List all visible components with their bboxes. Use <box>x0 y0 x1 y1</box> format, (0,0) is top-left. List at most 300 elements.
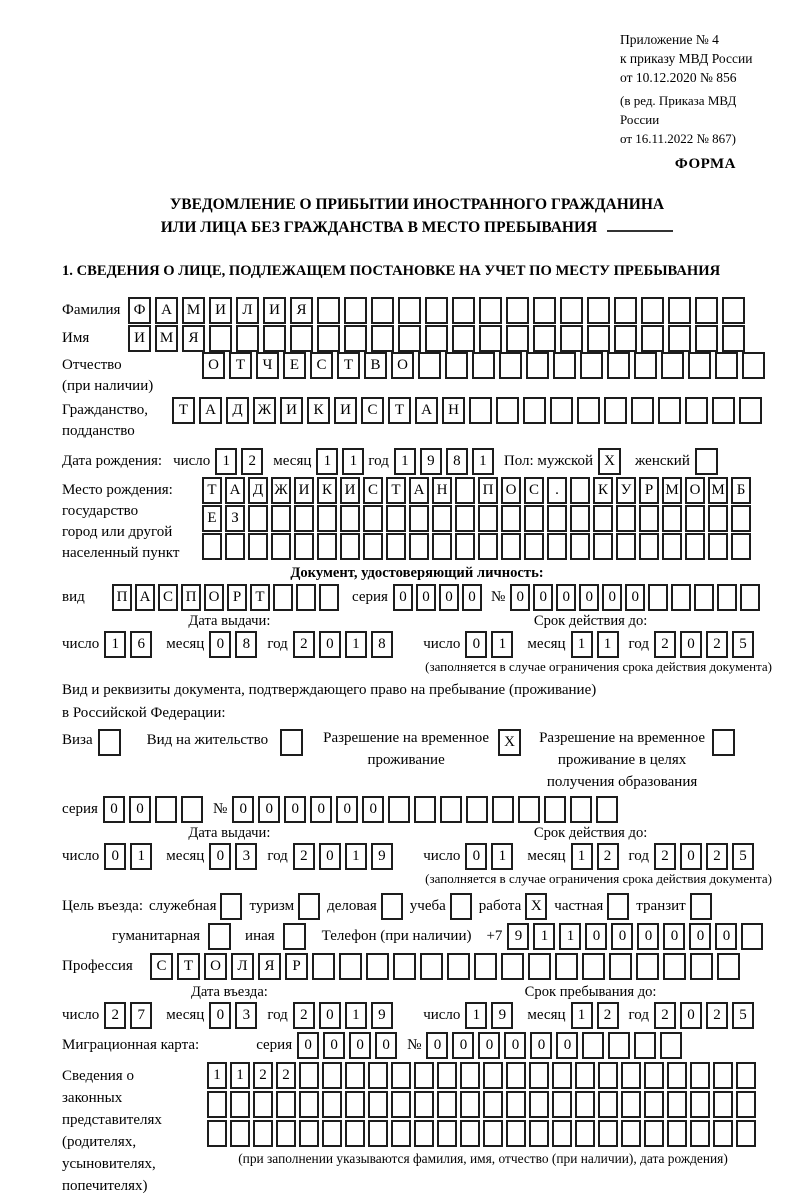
char-cell <box>460 1091 480 1118</box>
char-cell <box>614 325 637 352</box>
char-cell: 0 <box>680 843 702 870</box>
char-cell: И <box>340 477 360 504</box>
residence-permit-label: Вид на жительство <box>146 732 269 748</box>
number-label: № <box>407 1037 422 1053</box>
rvp-checkbox: X <box>498 729 521 756</box>
doc-series-label: серия <box>352 589 388 605</box>
char-cell <box>648 584 668 611</box>
char-cell <box>663 953 686 980</box>
char-cell: 0 <box>103 796 125 823</box>
char-cell <box>570 505 590 532</box>
char-cell: 0 <box>439 584 459 611</box>
char-cell <box>662 505 682 532</box>
birth-place-cells-row2 <box>202 505 754 532</box>
char-cell <box>560 325 583 352</box>
char-cell <box>731 505 751 532</box>
citizenship-label: Гражданство, подданство <box>62 402 149 439</box>
char-cell: Ч <box>256 352 279 379</box>
entry-year-cells <box>293 1002 397 1029</box>
char-cell <box>736 1120 756 1147</box>
patronymic-row <box>62 352 772 397</box>
char-cell <box>668 325 691 352</box>
char-cell <box>533 325 556 352</box>
char-cell: К <box>593 477 613 504</box>
char-cell: 7 <box>130 1002 152 1029</box>
char-cell: А <box>415 397 438 424</box>
representatives-label: Сведения о законных представителях (родителях, усыновителях, попечителях) <box>62 1068 162 1194</box>
char-cell <box>736 1062 756 1089</box>
char-cell <box>466 796 488 823</box>
char-cell <box>386 505 406 532</box>
purpose-option-label: учеба <box>409 898 446 914</box>
char-cell: 0 <box>349 1032 371 1059</box>
char-cell: 0 <box>504 1032 526 1059</box>
char-cell <box>616 533 636 560</box>
annex-line: к приказу МВД России <box>620 51 753 66</box>
char-cell <box>609 953 632 980</box>
char-cell <box>644 1120 664 1147</box>
form-title-line1: УВЕДОМЛЕНИЕ О ПРИБЫТИИ ИНОСТРАННОГО ГРАЖДАНИНА <box>169 196 665 213</box>
char-cell <box>570 477 590 504</box>
year-label: год <box>267 636 288 652</box>
representatives-row <box>62 1062 772 1197</box>
char-cell <box>339 953 362 980</box>
migration-number-cells <box>426 1032 686 1059</box>
char-cell <box>371 325 394 352</box>
birth-date-label: Дата рождения: <box>62 453 163 469</box>
char-cell <box>555 953 578 980</box>
char-cell <box>414 796 436 823</box>
profession-row <box>62 953 772 980</box>
char-cell <box>661 352 684 379</box>
char-cell <box>636 953 659 980</box>
char-cell <box>414 1091 434 1118</box>
char-cell: 1 <box>571 631 593 658</box>
char-cell <box>660 1032 682 1059</box>
char-cell <box>621 1062 641 1089</box>
char-cell <box>644 1062 664 1089</box>
char-cell <box>236 325 259 352</box>
char-cell: 0 <box>625 584 645 611</box>
char-cell <box>425 297 448 324</box>
char-cell: Т <box>388 397 411 424</box>
char-cell: 0 <box>209 631 231 658</box>
month-label: месяц <box>166 636 205 652</box>
char-cell <box>736 1091 756 1118</box>
char-cell: И <box>280 397 303 424</box>
char-cell: 2 <box>706 631 728 658</box>
residence-number-cells <box>232 796 622 823</box>
char-cell: 0 <box>323 1032 345 1059</box>
char-cell <box>524 533 544 560</box>
char-cell: 6 <box>130 631 152 658</box>
char-cell: 2 <box>654 631 676 658</box>
char-cell <box>479 325 502 352</box>
char-cell: 0 <box>319 1002 341 1029</box>
month-label: месяц <box>273 453 312 469</box>
char-cell <box>322 1062 342 1089</box>
char-cell: 2 <box>654 843 676 870</box>
purpose-tourism-checkbox <box>298 893 320 920</box>
char-cell: У <box>616 477 636 504</box>
char-cell <box>685 533 705 560</box>
migration-series-cells <box>297 1032 401 1059</box>
purpose-humanitarian-checkbox <box>208 923 231 950</box>
char-cell: 2 <box>293 631 315 658</box>
rvp-label: Разрешение на временное проживание <box>323 730 490 768</box>
char-cell <box>547 533 567 560</box>
char-cell: 9 <box>420 448 442 475</box>
char-cell: Ж <box>271 477 291 504</box>
doc-type-label: вид <box>62 589 85 605</box>
char-cell <box>671 584 691 611</box>
expiry-note: (заполняется в случае ограничения срока действия документа) <box>425 871 772 886</box>
char-cell <box>386 533 406 560</box>
passport-issue-group <box>62 613 397 658</box>
entry-date-heading: Дата въезда: <box>190 984 268 1000</box>
char-cell: 9 <box>371 843 393 870</box>
month-label: месяц <box>527 636 566 652</box>
surname-row <box>62 297 772 324</box>
char-cell <box>552 1062 572 1089</box>
char-cell: 0 <box>310 796 332 823</box>
char-cell <box>317 505 337 532</box>
char-cell <box>639 533 659 560</box>
char-cell: 1 <box>130 843 152 870</box>
char-cell <box>685 505 705 532</box>
char-cell <box>317 325 340 352</box>
char-cell <box>616 505 636 532</box>
char-cell <box>587 325 610 352</box>
doc-series-cells <box>393 584 485 611</box>
stay-year-cells <box>654 1002 758 1029</box>
phone-row <box>62 923 772 950</box>
char-cell: Ж <box>253 397 276 424</box>
char-cell <box>690 1120 710 1147</box>
char-cell: С <box>363 477 383 504</box>
char-cell <box>662 533 682 560</box>
char-cell <box>452 325 475 352</box>
char-cell: М <box>708 477 728 504</box>
char-cell <box>276 1091 296 1118</box>
char-cell: Ф <box>128 297 151 324</box>
entry-date-group <box>62 984 397 1029</box>
char-cell <box>547 505 567 532</box>
char-cell <box>526 352 549 379</box>
char-cell: 0 <box>209 1002 231 1029</box>
char-cell <box>209 325 232 352</box>
char-cell: 0 <box>478 1032 500 1059</box>
char-cell <box>271 533 291 560</box>
char-cell <box>483 1062 503 1089</box>
char-cell <box>506 1091 526 1118</box>
char-cell <box>322 1120 342 1147</box>
char-cell: 0 <box>556 1032 578 1059</box>
char-cell <box>409 505 429 532</box>
year-label: год <box>628 1007 649 1023</box>
year-label: год <box>267 848 288 864</box>
char-cell: М <box>155 325 178 352</box>
char-cell: 0 <box>680 631 702 658</box>
char-cell: 0 <box>465 843 487 870</box>
purpose-option-label: транзит <box>636 898 686 914</box>
char-cell: 0 <box>579 584 599 611</box>
char-cell <box>533 297 556 324</box>
char-cell <box>598 1120 618 1147</box>
char-cell: 2 <box>597 843 619 870</box>
char-cell: Т <box>229 352 252 379</box>
citizenship-cells <box>172 397 766 424</box>
char-cell: 0 <box>258 796 280 823</box>
char-cell <box>425 325 448 352</box>
birth-place-label: Место рождения: государство город или другой населенный пункт <box>62 482 180 561</box>
representatives-note: (при заполнении указываются фамилия, имя, отчество (при наличии), дата рождения) <box>238 1151 728 1166</box>
form-title <box>62 193 772 239</box>
doc-number-label: № <box>490 589 506 605</box>
char-cell <box>708 505 728 532</box>
char-cell <box>248 533 268 560</box>
issue-year-cells <box>293 631 397 658</box>
char-cell <box>479 297 502 324</box>
char-cell <box>690 1062 710 1089</box>
char-cell <box>634 352 657 379</box>
char-cell <box>432 505 452 532</box>
char-cell <box>712 397 735 424</box>
issue-month-cells <box>209 631 261 658</box>
char-cell: 1 <box>345 1002 367 1029</box>
purpose-label: Цель въезда: <box>62 898 143 914</box>
char-cell <box>340 505 360 532</box>
char-cell <box>368 1120 388 1147</box>
char-cell: А <box>225 477 245 504</box>
char-cell: 9 <box>371 1002 393 1029</box>
char-cell <box>518 796 540 823</box>
char-cell <box>452 297 475 324</box>
char-cell: И <box>334 397 357 424</box>
purpose-row <box>62 893 772 920</box>
char-cell: 1 <box>597 631 619 658</box>
issue-month-cells <box>209 843 261 870</box>
char-cell: 8 <box>235 631 257 658</box>
char-cell: 0 <box>209 843 231 870</box>
char-cell <box>641 297 664 324</box>
birth-date-row <box>62 448 772 475</box>
char-cell <box>550 397 573 424</box>
char-cell <box>391 1120 411 1147</box>
char-cell: С <box>361 397 384 424</box>
series-label: серия <box>62 801 98 817</box>
char-cell: 1 <box>215 448 237 475</box>
profession-cells <box>150 953 744 980</box>
expiry-month-cells <box>571 631 623 658</box>
char-cell <box>553 352 576 379</box>
char-cell: 9 <box>507 923 529 950</box>
char-cell <box>474 953 497 980</box>
birth-day-cells <box>215 448 267 475</box>
char-cell <box>694 584 714 611</box>
char-cell <box>437 1091 457 1118</box>
char-cell: 1 <box>316 448 338 475</box>
char-cell <box>253 1091 273 1118</box>
identity-doc-heading: Документ, удостоверяющий личность: <box>290 565 544 581</box>
char-cell <box>713 1091 733 1118</box>
name-cells <box>128 325 749 352</box>
char-cell: 2 <box>706 1002 728 1029</box>
char-cell: 0 <box>689 923 711 950</box>
purpose-option-label: туризм <box>249 898 295 914</box>
patronymic-cells <box>202 352 769 379</box>
char-cell: Н <box>442 397 465 424</box>
char-cell: Е <box>283 352 306 379</box>
char-cell: 0 <box>336 796 358 823</box>
char-cell <box>299 1091 319 1118</box>
char-cell <box>506 325 529 352</box>
char-cell: Л <box>231 953 254 980</box>
phone-cells <box>507 923 767 950</box>
char-cell: 0 <box>452 1032 474 1059</box>
char-cell <box>472 352 495 379</box>
char-cell: П <box>112 584 132 611</box>
passport-expiry-group <box>423 613 758 658</box>
residence-issue-group <box>62 825 397 870</box>
char-cell <box>312 953 335 980</box>
char-cell <box>668 297 691 324</box>
expiry-date-heading: Срок действия до: <box>533 825 648 841</box>
issue-date-heading: Дата выдачи: <box>188 613 271 629</box>
char-cell <box>340 533 360 560</box>
char-cell <box>299 1120 319 1147</box>
char-cell <box>598 1062 618 1089</box>
char-cell <box>722 325 745 352</box>
char-cell <box>708 533 728 560</box>
char-cell: 1 <box>533 923 555 950</box>
expiry-date-heading: Срок действия до: <box>533 613 648 629</box>
char-cell: 1 <box>491 631 513 658</box>
annex-note: (в ред. Приказа МВД России <box>620 93 737 127</box>
char-cell <box>570 796 592 823</box>
char-cell: 1 <box>207 1062 227 1089</box>
char-cell <box>420 953 443 980</box>
char-cell <box>528 953 551 980</box>
char-cell: 1 <box>345 843 367 870</box>
char-cell <box>501 505 521 532</box>
char-cell <box>496 397 519 424</box>
name-label: Имя <box>62 330 90 346</box>
char-cell <box>322 1091 342 1118</box>
char-cell <box>469 397 492 424</box>
char-cell: С <box>310 352 333 379</box>
char-cell <box>317 297 340 324</box>
char-cell: 8 <box>446 448 468 475</box>
char-cell: 5 <box>732 631 754 658</box>
birth-place-row <box>62 477 772 564</box>
purpose-option-label: служебная <box>148 898 217 914</box>
char-cell <box>580 352 603 379</box>
char-cell: П <box>478 477 498 504</box>
char-cell: 1 <box>342 448 364 475</box>
char-cell: Т <box>337 352 360 379</box>
entry-month-cells <box>209 1002 261 1029</box>
day-label: число <box>423 636 461 652</box>
char-cell: 1 <box>559 923 581 950</box>
char-cell <box>248 505 268 532</box>
char-cell: 1 <box>394 448 416 475</box>
title-blank-underline <box>607 218 673 232</box>
form-title-line2: ИЛИ ЛИЦА БЕЗ ГРАЖДАНСТВА В МЕСТО ПРЕБЫВАНИЯ <box>62 216 772 239</box>
char-cell <box>263 325 286 352</box>
char-cell <box>388 796 410 823</box>
char-cell: И <box>294 477 314 504</box>
char-cell <box>570 533 590 560</box>
char-cell <box>731 533 751 560</box>
char-cell: 2 <box>253 1062 273 1089</box>
char-cell <box>501 533 521 560</box>
char-cell <box>667 1062 687 1089</box>
char-cell: 0 <box>602 584 622 611</box>
birth-place-cells-row1 <box>202 477 754 504</box>
char-cell <box>455 533 475 560</box>
month-label: месяц <box>527 848 566 864</box>
char-cell: 0 <box>530 1032 552 1059</box>
stay-until-group <box>423 984 758 1029</box>
representatives-cells-row1 <box>207 1062 759 1089</box>
char-cell <box>582 953 605 980</box>
char-cell <box>717 584 737 611</box>
char-cell: Е <box>202 505 222 532</box>
char-cell: В <box>364 352 387 379</box>
char-cell <box>529 1091 549 1118</box>
char-cell <box>483 1091 503 1118</box>
char-cell <box>608 1032 630 1059</box>
char-cell: З <box>225 505 245 532</box>
purpose-business-checkbox <box>381 893 403 920</box>
residence-series-cells <box>103 796 207 823</box>
char-cell <box>437 1120 457 1147</box>
year-label: год <box>628 848 649 864</box>
char-cell <box>393 953 416 980</box>
char-cell <box>344 325 367 352</box>
char-cell: 1 <box>104 631 126 658</box>
char-cell <box>181 796 203 823</box>
char-cell: Т <box>177 953 200 980</box>
char-cell: 2 <box>597 1002 619 1029</box>
char-cell <box>445 352 468 379</box>
char-cell <box>299 1062 319 1089</box>
char-cell <box>317 533 337 560</box>
phone-label: Телефон (при наличии) <box>321 928 472 944</box>
char-cell: 0 <box>362 796 384 823</box>
residence-dates-row <box>62 825 772 870</box>
char-cell: 0 <box>533 584 553 611</box>
char-cell: Р <box>285 953 308 980</box>
char-cell <box>501 953 524 980</box>
char-cell: Т <box>202 477 222 504</box>
birth-place-cells <box>202 477 754 561</box>
char-cell <box>460 1062 480 1089</box>
char-cell: Р <box>639 477 659 504</box>
rvp-education-checkbox <box>712 729 735 756</box>
char-cell <box>722 297 745 324</box>
day-label: число <box>423 1007 461 1023</box>
number-label: № <box>212 801 228 817</box>
stay-day-cells <box>465 1002 517 1029</box>
char-cell: Л <box>236 297 259 324</box>
series-label: серия <box>256 1037 293 1053</box>
char-cell: С <box>150 953 173 980</box>
visa-checkbox <box>98 729 121 756</box>
char-cell: Я <box>290 297 313 324</box>
sex-male-label: Пол: мужской <box>503 453 594 469</box>
